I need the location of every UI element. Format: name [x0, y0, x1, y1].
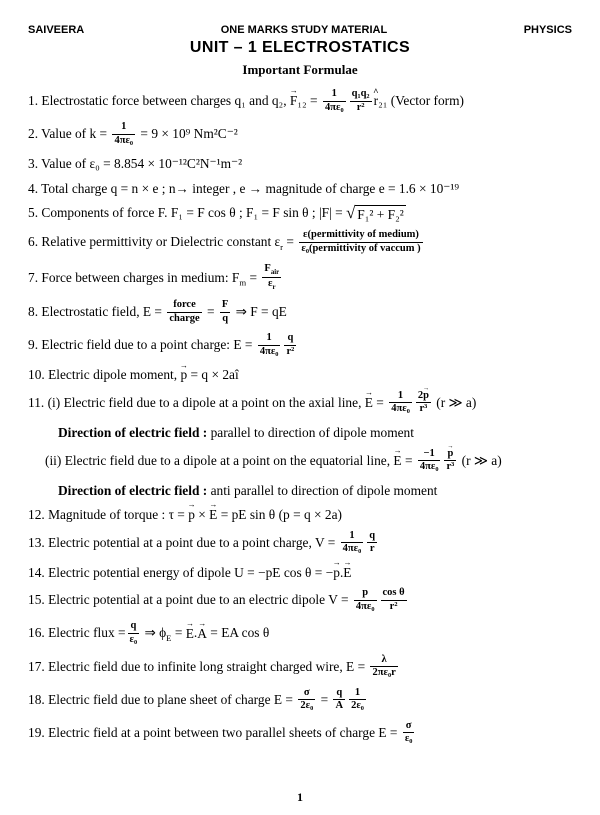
- formula-line: 2. Value of k = $\frac{1}{\text{4πε₀}}$ = 9 × 10⁹ Nm²C⁻²: [28, 121, 238, 146]
- formula-line: 11. (i) Electric field due to a dipole at a point on the axial line, → E = $\frac{1}{\text{4πε₀}}$ $\frac{2\to p}{\text{r³}}$ (r ≫ a): [28, 391, 572, 417]
- formula-line: 6. Relative permittivity or Dielectric constant $\varepsilon_r$ = $\frac{\text{ε(permittivity of medium)}}{\text{ε₀(permittivity of vaccum )}}$: [28, 229, 421, 254]
- formula-line: 1. Electrostatic force between charges q₁ and q₂, → F₁₂ = $\frac{1}{\text{4πε₀}}$ $\frac{\text{q₁q₂}}{\text{r²}}$ ^ r₂₁ (Vector form): [28, 89, 572, 115]
- fraction: $\frac{-1}{\text{4πε₀}}$: [419, 447, 439, 473]
- fraction: $\frac{F}{q}$: [221, 299, 229, 324]
- fraction: $\frac{1}{\text{4πε₀}}$: [114, 121, 134, 146]
- vector-arrow: → E: [393, 452, 401, 469]
- fraction: $\frac{q}{A}$: [335, 686, 344, 712]
- fraction: $\frac{1}{\text{4πε₀}}$: [324, 88, 344, 113]
- formula-line: 8. Electrostatic field, E = $\frac{\text{force}}{\text{charge}}$ = $\frac{F}{q}$ ⇒ F = qE: [28, 299, 287, 324]
- vector-arrow: → p: [180, 366, 187, 383]
- fraction: $\frac{\sigma}{\text{ε₀}}$: [404, 719, 413, 745]
- header-title: ONE MARKS STUDY MATERIAL: [220, 24, 388, 36]
- fraction: $\frac{q}{\text{r²}}$: [286, 332, 295, 357]
- formula-line: 10. Electric dipole moment, → p = q × 2aî: [28, 366, 572, 383]
- vector-arrow: → A: [197, 625, 207, 642]
- vector-arrow: → p: [333, 564, 340, 581]
- vector-arrow: → p: [447, 448, 453, 461]
- formula-line: 15. Electric potential at a point due to an electric dipole V = $\frac{p}{\text{4πε₀}}$ $\frac{\text{cos θ}}{\text{r²}}$: [28, 587, 405, 612]
- square-root: √ F₁² + F₂²: [346, 202, 404, 222]
- fraction: $\frac{1}{\text{2ε₀}}$: [351, 686, 364, 712]
- fraction: $\frac{\text{q₁q₂}}{\text{r²}}$: [351, 88, 370, 113]
- formula-list: [28, 89, 572, 747]
- formula-line: 18. Electric field due to plane sheet of charge E = $\frac{\sigma}{\text{2ε₀}}$ = $\frac{q}{A}$ $\frac{1}{\text{2ε₀}}$: [28, 686, 364, 712]
- vector-arrow: → p: [188, 506, 195, 523]
- formula-line: 13. Electric potential at a point due to a point charge, V = $\frac{1}{\text{4πε₀}}$ $\frac{q}{r}$: [28, 529, 376, 555]
- section-subtitle: Important Formulae: [242, 62, 358, 77]
- fraction: $\frac{\text{cos θ}}{\text{r²}}$: [382, 587, 405, 612]
- fraction: $\frac{F_{air}}{\varepsilon_r}$: [264, 262, 280, 291]
- formula-line: 7. Force between charges in medium: $F_m$ = $\frac{F_{air}}{\varepsilon_r}$: [28, 262, 280, 291]
- unit-title: UNIT – 1 ELECTROSTATICS: [189, 39, 411, 56]
- formula-line: 5. Components of force F. F₁ = F cos θ ; F₁ = F sin θ ; |F| = √ F₁² + F₂²: [28, 202, 404, 222]
- formula-line: 4. Total charge q = n × e ; n→ integer , e → magnitude of charge e = 1.6 × 10⁻¹⁹: [28, 180, 460, 196]
- fraction: $\frac{p}{\text{4πε₀}}$: [355, 587, 375, 612]
- fraction: $\frac{q}{\text{ε₀}}$: [129, 620, 138, 645]
- formula-line: 19. Electric field at a point between two parallel sheets of charge E = $\frac{\sigma}{\text{ε₀}}$: [28, 719, 413, 745]
- formula-line: 14. Electric potential energy of dipole U = −pE cos θ = −→ p.→ E: [28, 564, 572, 581]
- vector-arrow: → F: [290, 92, 297, 109]
- fraction: $\frac{q}{r}$: [369, 529, 376, 555]
- page-header: [28, 24, 572, 36]
- vector-arrow: → p: [423, 390, 429, 403]
- formula-line: Direction of electric field : parallel to direction of dipole moment: [58, 425, 414, 441]
- fraction: $\frac{\text{force}}{\text{charge}}$: [169, 299, 200, 324]
- fraction: $\frac{\lambda}{\text{2πε₀r}}$: [372, 653, 396, 679]
- fraction: $\frac{\sigma}{\text{2ε₀}}$: [300, 686, 314, 712]
- vector-arrow: → E: [343, 564, 351, 581]
- fraction: $\frac{1}{\text{4πε₀}}$: [342, 529, 362, 555]
- page-number: 1: [297, 790, 303, 804]
- formula-line: 17. Electric field due to infinite long straight charged wire, E = $\frac{\lambda}{\text{2πε₀r}}$: [28, 653, 396, 679]
- vector-arrow: → E: [365, 394, 373, 411]
- formula-line: 3. Value of ε₀ = 8.854 × 10⁻¹²C²N⁻¹m⁻²: [28, 156, 243, 172]
- header-subject: PHYSICS: [523, 24, 572, 36]
- unit-vector-hat: ^ r: [374, 92, 378, 109]
- formula-line: (ii) Electric field due to a dipole at a point on the equatorial line, → E = $\frac{-1}{\text{4πε₀}}$ → $\frac{p}{\text{r³}}$ (r ≫ a): [28, 449, 572, 475]
- header-author: SAIVEERA: [28, 24, 85, 36]
- fraction: $\frac{1}{\text{4πε₀}}$: [259, 332, 279, 357]
- formula-line: 12. Magnitude of torque : τ = → p × → E = pE sin θ (p = q × 2a): [28, 506, 572, 523]
- fraction: $\frac{2\to p}{\text{r³}}$: [416, 390, 431, 416]
- formula-line: Direction of electric field : anti parallel to direction of dipole moment: [58, 482, 438, 498]
- fraction: $\frac{1}{\text{4πε₀}}$: [391, 389, 410, 415]
- fraction: → $\frac{p}{\text{r³}}$: [444, 448, 456, 474]
- vector-arrow: → E: [186, 625, 194, 642]
- formula-line: 16. Electric flux = $\frac{q}{\text{ε₀}}$ ⇒ $\phi_E$ = → E.→ A = EA cos θ: [28, 621, 572, 647]
- fraction: $\frac{\text{ε(permittivity of medium)}}{\text{ε₀(permittivity of vaccum )}}$: [301, 229, 421, 254]
- formula-line: 9. Electric field due to a point charge: E = $\frac{1}{\text{4πε₀}}$ $\frac{q}{\text{r²}}$: [28, 332, 295, 357]
- vector-arrow: → E: [209, 506, 217, 523]
